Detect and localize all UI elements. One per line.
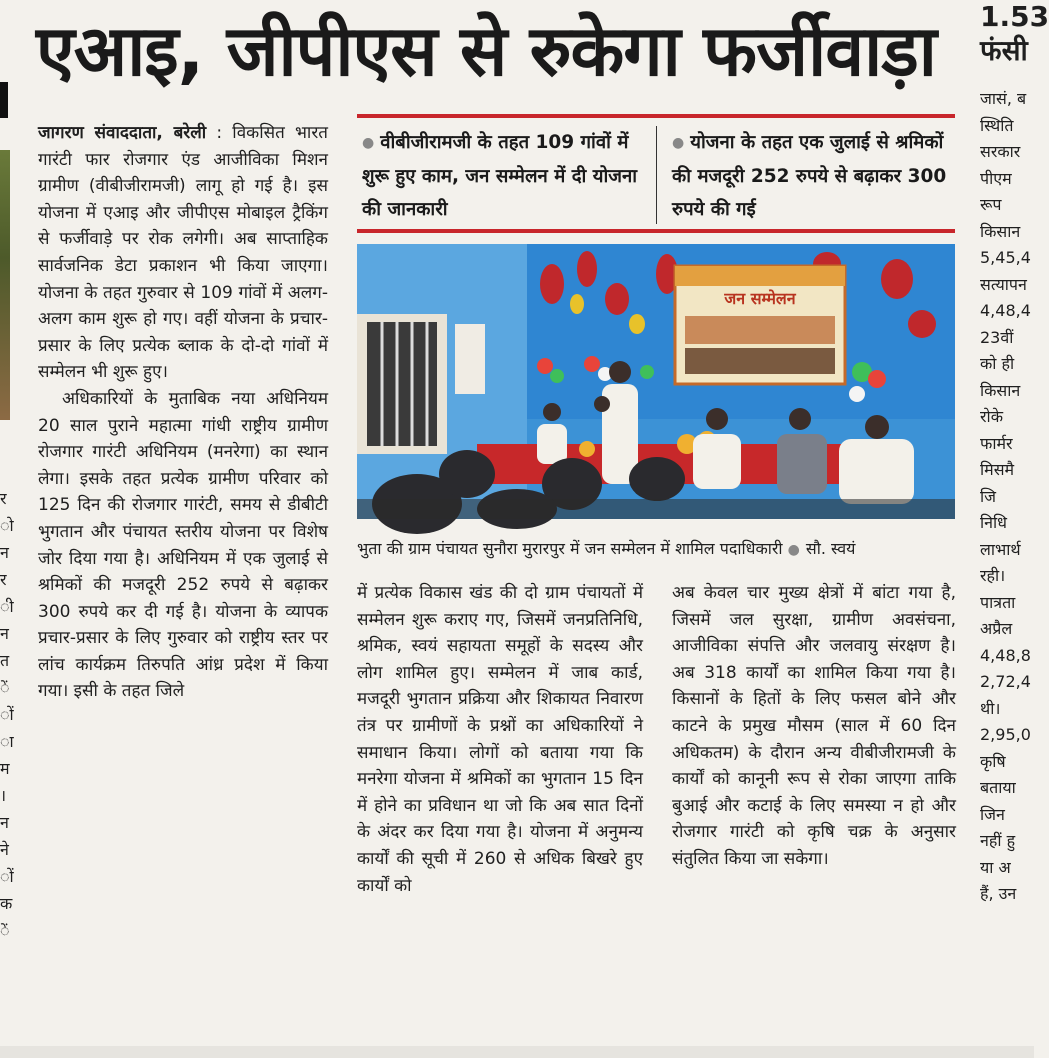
- article-column-3-text: अब केवल चार मुख्य क्षेत्रों में बांटा गया है, जिसमें जल सुरक्षा, ग्रामीण अवसंचना, आजीविका संपत्ति और जलवायु संरक्षण है। अब 318 कार्यों का शामिल किया गया है। किसानों के हितों के लिए फसल बोने और काटने के प्रमुख मौसम (साल में 60 दिन अधिकतम) के दौरान अन्य वीबीजीरामजी के कार्यों को कानूनी रूप से रोका जाएगा ताकि बुआई और कटाई के लिए समस्या न हो और रोजगार गारंटी को कृषि चक्र के अनुसार संतुलित किया जा सकेगा।: [672, 583, 956, 869]
- left-column-line: न: [0, 813, 9, 832]
- right-column-line: मिसमै: [980, 460, 1015, 479]
- byline-separator: :: [206, 123, 233, 143]
- bullet-icon: ●: [787, 541, 800, 558]
- right-column-line: पात्रता: [980, 592, 1016, 612]
- byline: जागरण संवाददाता, बरेली: [38, 123, 207, 143]
- right-column-line: 2,95,0: [980, 725, 1031, 744]
- right-column-text: [980, 86, 1034, 908]
- article-paragraph-1: [38, 120, 328, 386]
- article-column-2-text: में प्रत्येक विकास खंड की दो ग्राम पंचायतों में सम्मेलन शुरू कराए गए, जिसमें जनप्रतिनिधि, श्रमिक, स्वयं सहायता समूहों के सदस्य और लोग शामिल हुए। सम्मेलन में जाब कार्ड, मजदूरी भुगतान प्रक्रिया और शिकायत निवारण तंत्र पर ग्रामीणों के प्रश्नों का अधिकारियों ने समाधान किया। लोगों को बताया गया कि मनरेगा योजना में श्रमिकों का भुगतान 15 दिन में होने का प्रविधान था जो कि अब सात दिनों के अंदर कर दिया गया है। योजना में अनुमन्य कार्यों की सूची में 260 से अधिक बिखरे हुए कार्यों को: [357, 583, 643, 896]
- article-column-2: [357, 580, 643, 1050]
- left-column-line: ें: [0, 678, 10, 697]
- right-column-headline: [980, 0, 1049, 68]
- left-column-line: न: [0, 543, 9, 562]
- article-paragraph-2: अधिकारियों के मुताबिक नया अधिनियम 20 साल पुराने महात्मा गांधी राष्ट्रीय ग्रामीण रोजगार गारंटी अधिनियम (मनरेगा) का स्थान लेगा। इसके तहत प्रत्येक ग्रामीण परिवार को 125 दिन की रोजगार गारंटी, समय से डीबीटी भुगतान और पंचायत स्तरीय योजना पर विशेष जोर दिया गया है। अधिनियम में एक जुलाई से श्रमिकों की मजदूरी 252 रुपये से बढ़ाकर 300 रुपये कर दी गई है। योजना के व्यापक प्रचार-प्रसार के लिए गुरुवार को राष्ट्रीय स्तर पर लांच कार्यक्रम तिरुपति आंध्र प्रदेश में किया गया। इसी के तहत जिले: [38, 388, 328, 702]
- left-column-line: ें: [0, 921, 10, 940]
- page-bottom-edge: [0, 1046, 1034, 1058]
- right-column-line: फार्मर: [980, 433, 1013, 453]
- left-column-line: म: [0, 759, 10, 778]
- headline: एआइ, जीपीएस से रुकेगा फर्जीवाड़ा: [36, 10, 936, 92]
- right-column-line: किसान: [980, 221, 1021, 241]
- photo-caption: [357, 537, 955, 562]
- right-column-line: जासं, ब: [980, 89, 1027, 108]
- left-column-line: ी: [0, 597, 14, 616]
- right-column-line: 4,48,8: [980, 645, 1031, 665]
- right-column-line: लाभार्थ: [980, 539, 1021, 559]
- highlight-1: [362, 126, 647, 226]
- bullet-icon: ●: [362, 134, 375, 151]
- left-column-line: र: [0, 570, 7, 589]
- highlight-divider: [656, 126, 657, 224]
- right-column-line: रही।: [980, 566, 1006, 585]
- right-column-line: 5,45,4: [980, 248, 1031, 267]
- left-column-line: ो: [0, 516, 14, 535]
- highlight-top-rule: [357, 114, 955, 118]
- article-column-1: [38, 120, 328, 1045]
- left-column-line: न: [0, 624, 9, 643]
- lead-text: विकसित भारत गारंटी फार रोजगार एंड आजीविका मिशन ग्रामीण (वीबीजीरामजी) लागू हो गई है। इस योजना में एआइ और जीपीएस मोबाइल ट्रैकिंग से फर्जीवाड़े पर रोक लगेगी। अब साप्ताहिक सार्वजनिक डेटा प्रकाशन भी किया जाएगा। योजना के तहत गुरुवार से 109 गांवों में अलग-अलग काम शुरू हो गए। वहीं योजना के प्रचार-प्रसार के लिए प्रत्येक ब्लाक के दो-दो गांवों में सम्मेलन भी शुरू हुए।: [38, 123, 328, 383]
- right-column-line: 23वीं: [980, 327, 1014, 347]
- right-column-line: थी।: [980, 698, 1001, 718]
- article-column-3: [672, 580, 956, 1050]
- right-column-line: जि: [980, 486, 997, 506]
- left-column-line: ा: [0, 732, 14, 751]
- right-column-line: 2,72,4: [980, 672, 1031, 691]
- highlight-1-text: वीबीजीरामजी के तहत 109 गांवों में शुरू हुए काम, जन सम्मेलन में दी योजना की जानकारी: [362, 132, 638, 220]
- bullet-icon: ●: [672, 134, 685, 151]
- left-column-line: ने: [0, 840, 9, 859]
- left-column-fragment: [0, 95, 12, 1045]
- left-column-line: त: [0, 651, 10, 670]
- right-column-line: सत्यापन: [980, 274, 1027, 294]
- left-column-line: क: [0, 894, 13, 913]
- right-column-line: को ही: [980, 354, 1015, 373]
- right-headline-line: 1.53: [980, 0, 1049, 33]
- right-column-line: रूप: [980, 195, 1002, 214]
- right-headline-line: फंसी: [980, 34, 1028, 67]
- left-column-line: ।: [0, 786, 7, 805]
- highlight-2-text: योजना के तहत एक जुलाई से श्रमिकों की मजदूरी 252 रुपये से बढ़ाकर 300 रुपये की गई: [672, 132, 947, 220]
- right-column-line: सरकार: [980, 142, 1021, 161]
- left-column-line: ों: [0, 705, 14, 724]
- right-column-line: स्थिति: [980, 115, 1014, 135]
- highlight-bottom-rule: [357, 229, 955, 233]
- right-column-line: या अ: [980, 857, 1011, 877]
- right-column-line: निधि: [980, 513, 1008, 532]
- right-column-line: किसान: [980, 380, 1021, 400]
- event-photo-illustration: [357, 244, 955, 519]
- right-column-line: कृषि: [980, 751, 1006, 771]
- caption-credit: सौ. स्वयं: [805, 539, 856, 558]
- event-photo: [357, 244, 955, 519]
- right-column-line: अप्रैल: [980, 619, 1013, 638]
- left-column-line: र: [0, 489, 7, 508]
- right-column-line: बताया: [980, 778, 1016, 797]
- photo-banner-title: जन सम्मेलन: [724, 289, 796, 308]
- right-column-line: 4,48,4: [980, 301, 1031, 320]
- highlight-2: [672, 126, 954, 226]
- right-column-line: रोके: [980, 407, 1003, 426]
- left-column-line: ों: [0, 867, 14, 886]
- right-column-line: जिन: [980, 804, 1005, 824]
- caption-text: भुता की ग्राम पंचायत सुनौरा मुरारपुर में जन सम्मेलन में शामिल पदाधिकारी: [357, 539, 783, 558]
- right-column-line: नहीं हु: [980, 831, 1016, 850]
- right-column-fragment: [980, 0, 1049, 1058]
- right-column-line: पीएम: [980, 168, 1012, 188]
- right-column-line: हैं, उन: [980, 884, 1017, 903]
